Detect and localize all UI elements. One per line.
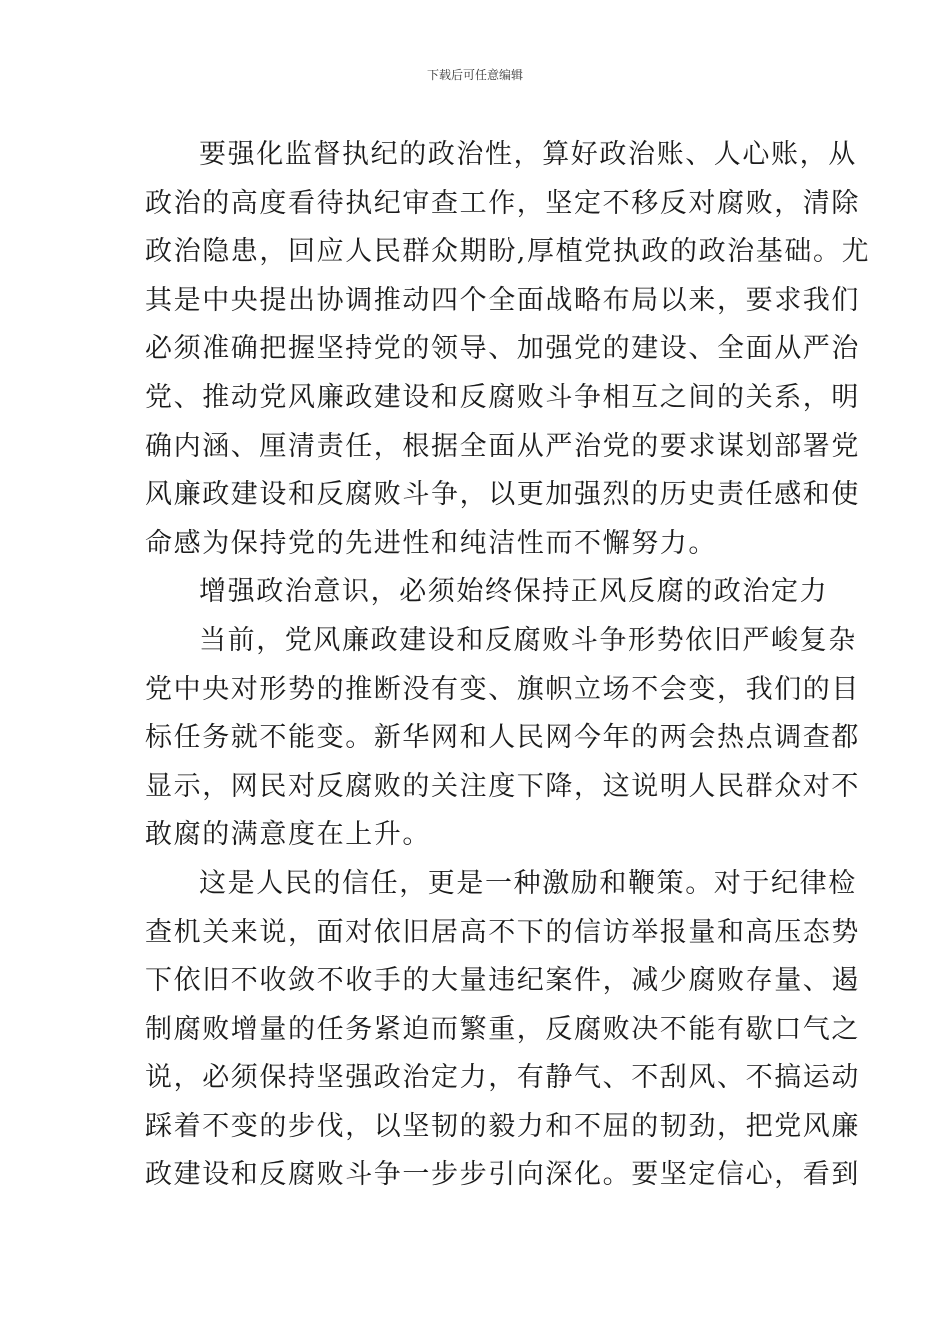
text-line: 命感为保持党的先进性和纯洁性而不懈努力。 [145, 527, 717, 559]
text-line: 党、推动党风廉政建设和反腐败斗争相互之间的关系，明 [145, 381, 860, 413]
section-heading: 增强政治意识，必须始终保持正风反腐的政治定力 [199, 576, 829, 608]
text-line: 要强化监督执纪的政治性，算好政治账、人心账，从 [199, 139, 857, 170]
text-line: 党中央对形势的推断没有变、旗帜立场不会变，我们的目 [145, 673, 860, 705]
text-line: 政治的高度看待执纪审查工作，坚定不移反对腐败，清除 [145, 187, 860, 219]
text-line: 敢腐的满意度在上升。 [145, 819, 431, 851]
page-header: 下载后可任意编辑 [426, 68, 523, 82]
text-line: 风廉政建设和反腐败斗争，以更加强烈的历史责任感和使 [145, 479, 860, 511]
text-line: 显示，网民对反腐败的关注度下降，这说明人民群众对不 [145, 770, 860, 802]
text-line: 下依旧不收敛不收手的大量违纪案件，减少腐败存量、遏 [145, 965, 860, 997]
text-line: 说，必须保持坚强政治定力，有静气、不刮风、不搞运动 [145, 1062, 860, 1094]
text-line: 当前，党风廉政建设和反腐败斗争形势依旧严峻复杂 [199, 624, 857, 656]
text-line: 查机关来说，面对依旧居高不下的信访举报量和高压态势 [145, 916, 860, 948]
text-line: 必须准确把握坚持党的领导、加强党的建设、全面从严治 [145, 333, 860, 365]
text-line: 政建设和反腐败斗争一步步引向深化。要坚定信心，看到 [145, 1159, 860, 1191]
text-line: 政治隐患，回应人民群众期盼,厚植党执政的政治基础。尤 [145, 236, 871, 268]
text-line: 制腐败增量的任务紧迫而繁重，反腐败决不能有歇口气之 [145, 1013, 860, 1045]
text-line: 这是人民的信任，更是一种激励和鞭策。对于纪律检 [199, 867, 857, 899]
text-line: 确内涵、厘清责任，根据全面从严治党的要求谋划部署党 [145, 430, 860, 462]
text-line: 其是中央提出协调推动四个全面战略布局以来，要求我们 [145, 284, 860, 316]
text-line: 踩着不变的步伐，以坚韧的毅力和不屈的韧劲，把党风廉 [145, 1110, 860, 1142]
text-line: 标任务就不能变。新华网和人民网今年的两会热点调查都 [145, 722, 860, 754]
document-body [145, 131, 871, 1200]
